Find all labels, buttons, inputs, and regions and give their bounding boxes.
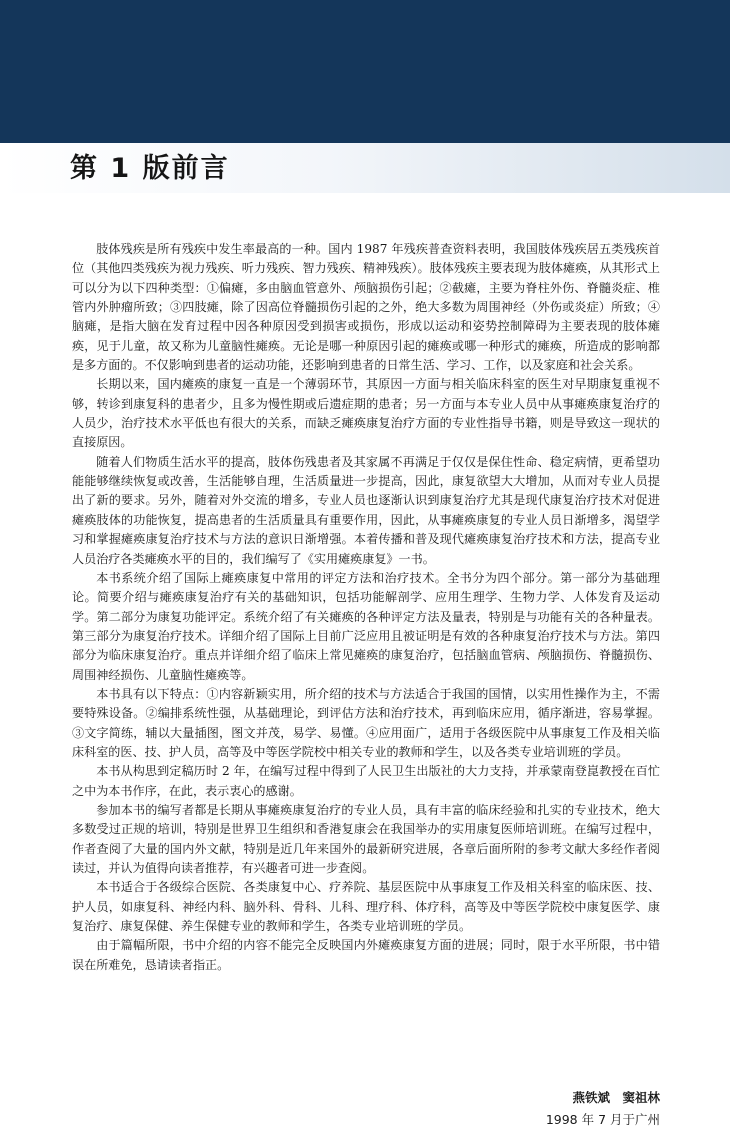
paragraph-9: 由于篇幅所限，书中介绍的内容不能完全反映国内外瘫痪康复方面的进展；同时，限于水平所限，书中错误在所难免，恳请读者指正。 (72, 938, 660, 972)
paragraph-1: 肢体残疾是所有残疾中发生率最高的一种。国内 1987 年残疾普查资料表明，我国肢体残疾居五类残疾首位（其他四类残疾为视力残疾、听力残疾、智力残疾、精神残疾）。肢体残疾主要表现为肢体瘫痪，从其形式上可以分为以下四种类型：①偏瘫，多由脑血管意外、颅脑损伤引起；②截瘫，主要为脊柱外伤、脊髓炎症、椎管内外肿瘤所致；③四肢瘫，除了因高位脊髓损伤引起的之外，绝大多数为周围神经（外伤或炎症）所致；④脑瘫，是指大脑在发育过程中因各种原因受到损害或损伤，形成以运动和姿势控制障碍为主要表现的肢体瘫痪，见于儿童，故又称为儿童脑性瘫痪。无论是哪一种原因引起的瘫痪或哪一种形式的瘫痪，所造成的影响都是多方面的。不仅影响到患者的运动功能，还影响到患者的日常生活、学习、工作，以及家庭和社会关系。 (72, 242, 660, 373)
header-band (0, 0, 730, 143)
paragraph-3: 随着人们物质生活水平的提高，肢体伤残患者及其家属不再满足于仅仅是保住性命、稳定病情，更希望功能能够继续恢复或改善，生活能够自理，生活质量进一步提高，因此，康复欲望大大增加，从而对专业人员提出了新的要求。另外，随着对外交流的增多，专业人员也逐渐认识到康复治疗尤其是现代康复治疗技术对促进瘫痪肢体的功能恢复，提高患者的生活质量具有重要作用，因此，从事瘫痪康复的专业人员日渐增多，渴望学习和掌握瘫痪康复治疗技术与方法的意识日渐增强。本着传播和普及现代瘫痪康复治疗技术和方法，提高专业人员治疗各类瘫痪水平的目的，我们编写了《实用瘫痪康复》一书。 (72, 454, 660, 566)
date-place: 1998 年 7 月于广州 (545, 1112, 660, 1127)
page-title: 第 1 版前言 (70, 153, 230, 184)
paragraph-8: 本书适合于各级综合医院、各类康复中心、疗养院、基层医院中从事康复工作及相关科室的临床医、技、护人员，如康复科、神经内科、脑外科、骨科、儿科、理疗科、体疗科，高等及中等医学院校中康复医学、康复治疗、康复保健、养生保健专业的教师和学生，各类专业培训班的学员。 (72, 880, 660, 934)
paragraph-2: 长期以来，国内瘫痪的康复一直是一个薄弱环节，其原因一方面与相关临床科室的医生对早期康复重视不够，转诊到康复科的患者少，且多为慢性期或后遗症期的患者；另一方面与本专业人员中从事瘫痪康复治疗的人员少，治疗技术水平低也有很大的关系，而缺乏瘫痪康复治疗方面的专业性指导书籍，则是导致这一现状的直接原因。 (72, 377, 660, 450)
paragraph-4: 本书系统介绍了国际上瘫痪康复中常用的评定方法和治疗技术。全书分为四个部分。第一部分为基础理论。简要介绍与瘫痪康复治疗有关的基础知识，包括功能解剖学、应用生理学、生物力学、人体发育及运动学。第二部分为康复功能评定。系统介绍了有关瘫痪的各种评定方法及量表，特别是与功能有关的各种量表。第三部分为康复治疗技术。详细介绍了国际上目前广泛应用且被证明是有效的各种康复治疗技术与方法。第四部分为临床康复治疗。重点并详细介绍了临床上常见瘫痪的康复治疗，包括脑血管病、颅脑损伤、脊髓损伤、周围神经损伤、儿童脑性瘫痪等。 (72, 570, 660, 682)
preface-body (72, 240, 660, 975)
author-signature: 燕铁斌 窦祖林 (572, 1090, 660, 1105)
paragraph-6: 本书从构思到定稿历时 2 年，在编写过程中得到了人民卫生出版社的大力支持，并承蒙南登崑教授在百忙之中为本书作序，在此，表示衷心的感谢。 (72, 764, 660, 798)
paragraph-7: 参加本书的编写者都是长期从事瘫痪康复治疗的专业人员，具有丰富的临床经验和扎实的专业技术，绝大多数受过正规的培训，特别是世界卫生组织和香港复康会在我国举办的实用康复医师培训班。在编写过程中，作者查阅了大量的国内外文献，特别是近几年来国外的最新研究进展，各章后面所附的参考文献大多经作者阅读过，并认为值得向读者推荐，有兴趣者可进一步查阅。 (72, 802, 660, 875)
paragraph-5: 本书具有以下特点：①内容新颖实用，所介绍的技术与方法适合于我国的国情，以实用性操作为主，不需要特殊设备。②编排系统性强，从基础理论，到评估方法和治疗技术，再到临床应用，循序渐进，容易掌握。③文字简练，辅以大量插图，图文并茂，易学、易懂。④应用面广，适用于各级医院中从事康复工作及相关临床科室的医、技、护人员，高等及中等医学院校中相关专业的教师和学生，以及各类专业培训班的学员。 (72, 686, 660, 759)
